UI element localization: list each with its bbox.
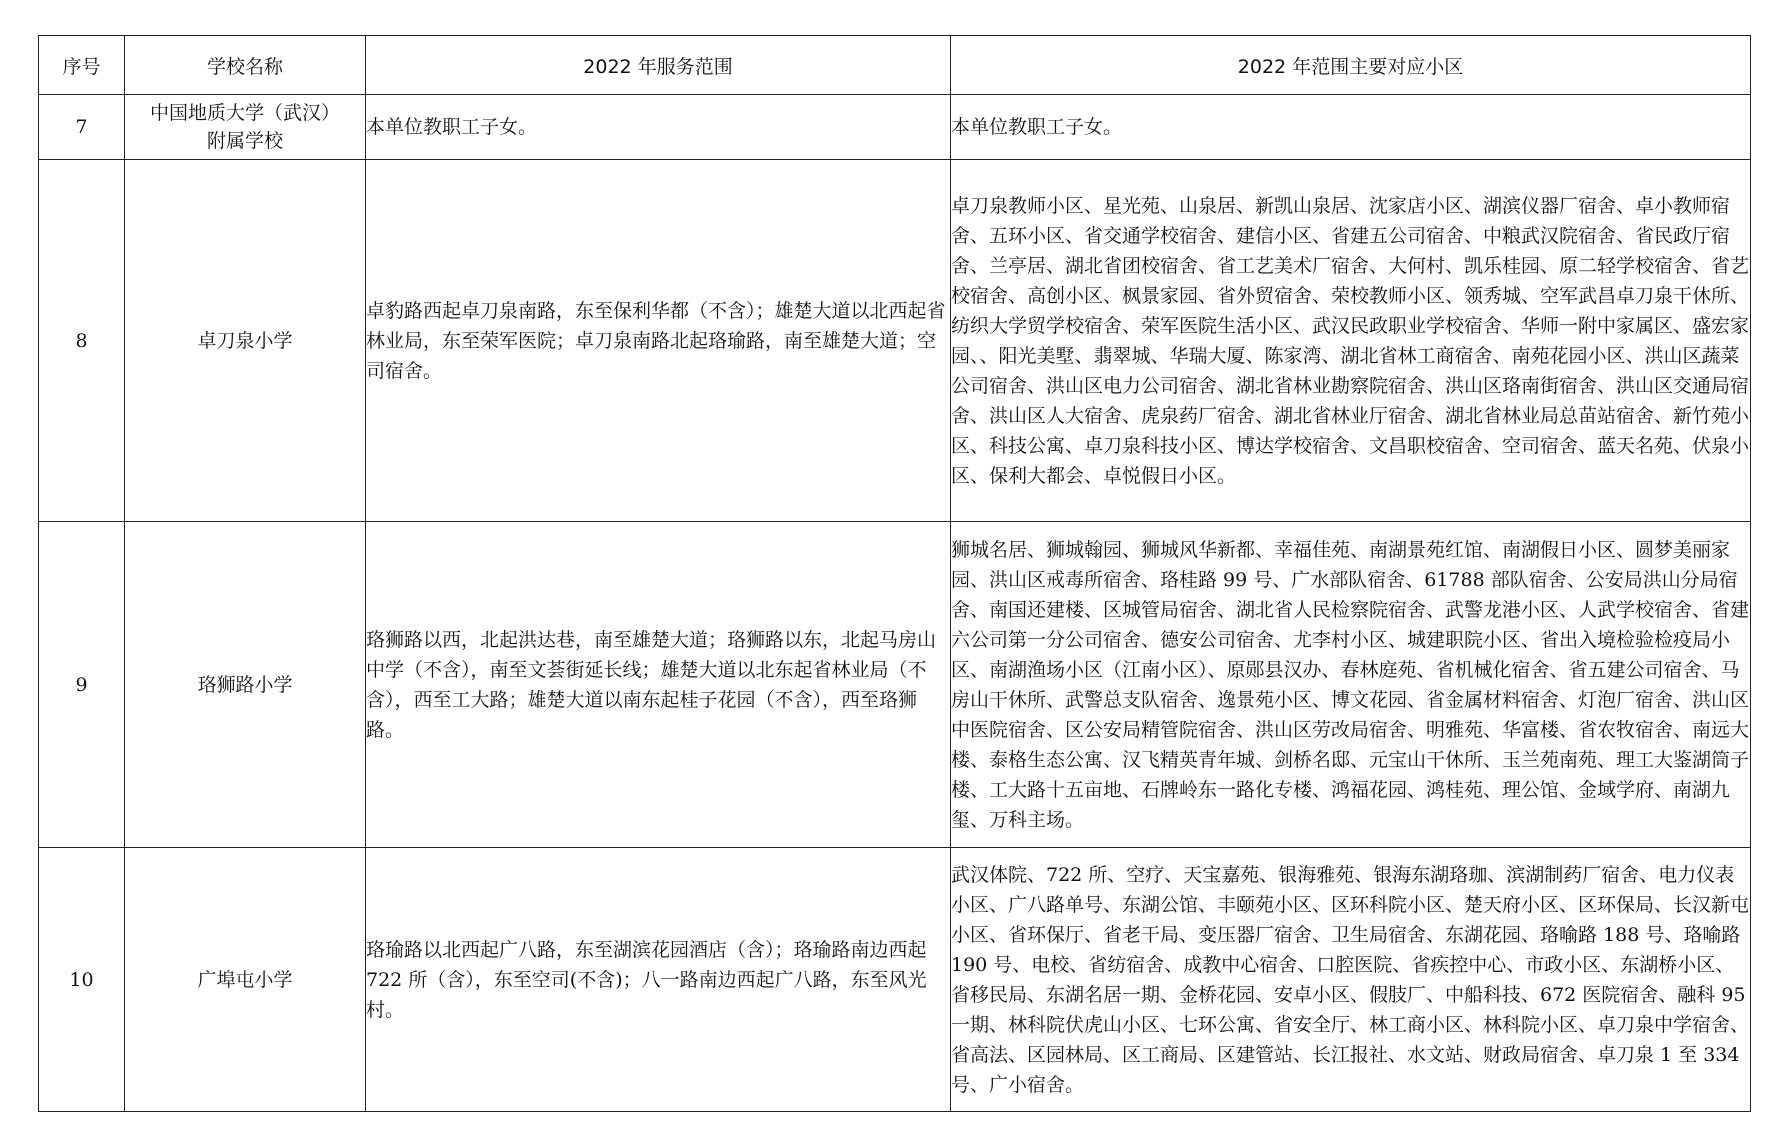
row-num: 7: [39, 95, 125, 160]
row-num: 9: [39, 522, 125, 848]
row-range: 卓豹路西起卓刀泉南路，东至保利华都（不含）；雄楚大道以北西起省林业局，东至荣军医院；卓刀泉南路北起珞瑜路，南至雄楚大道；空司宿舍。: [366, 160, 951, 522]
row-num: 10: [39, 848, 125, 1112]
row-communities: 卓刀泉教师小区、星光苑、山泉居、新凯山泉居、沈家店小区、湖滨仪器厂宿舍、卓小教师宿舍、五环小区、省交通学校宿舍、建信小区、省建五公司宿舍、中粮武汉院宿舍、省民政厅宿舍、兰亭居、湖北省团校宿舍、省工艺美术厂宿舍、大何村、凯乐桂园、原二轻学校宿舍、省艺校宿舍、高创小区、枫景家园、省外贸宿舍、荣校教师小区、领秀城、空军武昌卓刀泉干休所、纺织大学贸学校宿舍、荣军医院生活小区、武汉民政职业学校宿舍、华师一附中家属区、盛宏家园、、阳光美墅、翡翠城、华瑞大厦、陈家湾、湖北省林工商宿舍、南苑花园小区、洪山区蔬菜公司宿舍、洪山区电力公司宿舍、湖北省林业勘察院宿舍、洪山区珞南街宿舍、洪山区交通局宿舍、洪山区人大宿舍、虎泉药厂宿舍、湖北省林业厅宿舍、湖北省林业局总苗站宿舍、新竹苑小区、科技公寓、卓刀泉科技小区、博达学校宿舍、文昌职校宿舍、空司宿舍、蓝天名苑、伏泉小区、保利大都会、卓悦假日小区。: [951, 160, 1751, 522]
table-row: [39, 160, 1751, 522]
table-header-row: [39, 36, 1751, 95]
school-name-line: 附属学校: [206, 130, 283, 152]
row-range: 珞瑜路以北西起广八路，东至湖滨花园酒店（含）；珞瑜路南边西起 722 所（含），东至空司(不含)；八一路南边西起广八路，东至风光村。: [366, 848, 951, 1112]
row-school: 珞狮路小学: [125, 522, 366, 848]
table-row: [39, 848, 1751, 1112]
row-range: 珞狮路以西，北起洪达巷，南至雄楚大道；珞狮路以东，北起马房山中学（不含），南至文荟街延长线；雄楚大道以北东起省林业局（不含），西至工大路；雄楚大道以南东起桂子花园（不含），西至珞狮路。: [366, 522, 951, 848]
row-school: [125, 95, 366, 160]
row-communities: 本单位教职工子女。: [951, 95, 1751, 160]
row-num: 8: [39, 160, 125, 522]
header-range: 2022 年服务范围: [366, 36, 951, 95]
row-school: 广埠屯小学: [125, 848, 366, 1112]
table-row: [39, 95, 1751, 160]
school-district-table: [38, 35, 1751, 1112]
header-school: 学校名称: [125, 36, 366, 95]
row-range: 本单位教职工子女。: [366, 95, 951, 160]
row-communities: 狮城名居、狮城翰园、狮城风华新都、幸福佳苑、南湖景苑红馆、南湖假日小区、圆梦美丽家园、洪山区戒毒所宿舍、珞桂路 99 号、广水部队宿舍、61788 部队宿舍、公安局洪山分局宿舍、南国还建楼、区城管局宿舍、湖北省人民检察院宿舍、武警龙港小区、人武学校宿舍、省建六公司第一分公司宿舍、德安公司宿舍、尤李村小区、城建职院小区、省出入境检验检疫局小区、南湖渔场小区（江南小区）、原郧县汉办、春林庭苑、省机械化宿舍、省五建公司宿舍、马房山干休所、武警总支队宿舍、逸景苑小区、博文花园、省金属材料宿舍、灯泡厂宿舍、洪山区中医院宿舍、区公安局精管院宿舍、洪山区劳改局宿舍、明雅苑、华富楼、省农牧宿舍、南远大楼、泰格生态公寓、汉飞精英青年城、剑桥名邸、元宝山干休所、玉兰苑南苑、理工大鉴湖筒子楼、工大路十五亩地、石牌岭东一路化专楼、鸿福花园、鸿桂苑、理公馆、金域学府、南湖九玺、万科主场。: [951, 522, 1751, 848]
header-communities: 2022 年范围主要对应小区: [951, 36, 1751, 95]
header-num: 序号: [39, 36, 125, 95]
row-communities: 武汉体院、722 所、空疗、天宝嘉苑、银海雅苑、银海东湖珞珈、滨湖制药厂宿舍、电力仪表小区、广八路单号、东湖公馆、丰颐苑小区、区环科院小区、楚天府小区、区环保局、长汉新屯小区、省环保厅、省老干局、变压器厂宿舍、卫生局宿舍、东湖花园、珞喻路 188 号、珞喻路 190 号、电校、省纺宿舍、成教中心宿舍、口腔医院、省疾控中心、市政小区、东湖桥小区、省移民局、东湖名居一期、金桥花园、安卓小区、假肢厂、中船科技、672 医院宿舍、融科 95 一期、林科院伏虎山小区、七环公寓、省安全厅、林工商小区、林科院小区、卓刀泉中学宿舍、省高法、区园林局、区工商局、区建管站、长江报社、水文站、财政局宿舍、卓刀泉 1 至 334 号、广小宿舍。: [951, 848, 1751, 1112]
row-school: 卓刀泉小学: [125, 160, 366, 522]
table-row: [39, 522, 1751, 848]
school-name-line: 中国地质大学（武汉）: [149, 102, 340, 124]
